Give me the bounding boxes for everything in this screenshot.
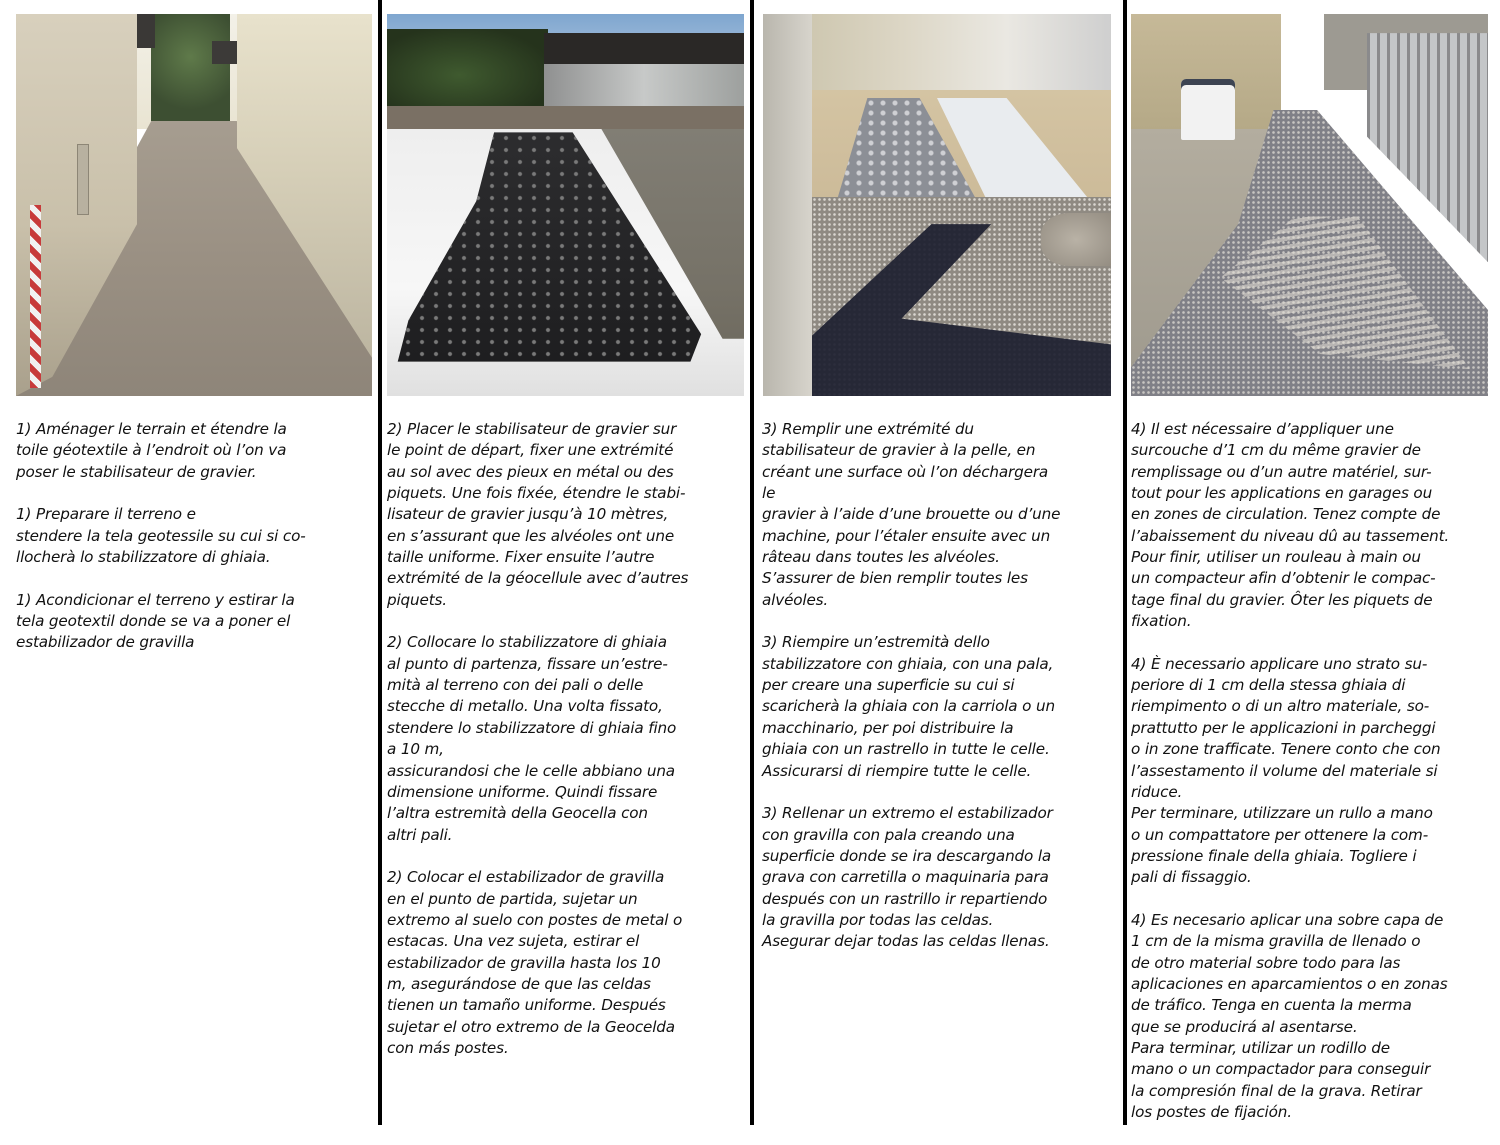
step-2-italian: 2) Collocare lo stabilizzatore di ghiaia al punto di partenza, fissare un’estre- mità al terreno con dei pali o delle stecche di metallo. Una volta fissato, stendere lo stabilizzatore di ghiaia fino a 10 m, assicurandosi che le celle abbiano una dimensione uniforme. Quindi fissare l’altra estremità della Geocella con altri pali. bbox=[387, 633, 677, 844]
step-1-italian: 1) Preparare il terreno e stendere la tela geotessile su cui si co- llocherà lo stabilizzatore di ghiaia. bbox=[16, 505, 306, 567]
step-3-french: 3) Remplir une extrémité du stabilisateur de gravier à la pelle, en créant une surface où l’on déchargera le gravier à l’aide d’une brouette ou d’une machine, pour l’étaler ensuite avec un râteau dans toutes les alvéoles. S’assurer de bien remplir toutes les alvéoles. bbox=[762, 420, 1061, 609]
geocell-on-fabric-photo bbox=[387, 14, 744, 396]
gravel-filling-photo bbox=[763, 14, 1111, 396]
column-divider-1 bbox=[378, 0, 382, 1125]
step-3-italian: 3) Riempire un’estremità dello stabilizzatore con ghiaia, con una pala, per creare una superficie su cui si scaricherà la ghiaia con la carriola o un macchinario, per poi distribuire la ghiaia con un rastrello in tutte le celle. Assicurarsi di riempire tutte le celle. bbox=[762, 633, 1055, 780]
dirt-alley-photo bbox=[16, 14, 372, 396]
finished-gravel-path-photo bbox=[1131, 14, 1488, 396]
column-divider-3 bbox=[1123, 0, 1127, 1125]
step-2-text bbox=[387, 419, 747, 1081]
step-1-text bbox=[16, 419, 372, 675]
step-3-text bbox=[762, 419, 1122, 974]
step-2-spanish: 2) Colocar el estabilizador de gravilla en el punto de partida, sujetar un extremo al suelo con postes de metal o estacas. Una vez sujeta, estirar el estabilizador de gravilla hasta los 10 m, asegurándose de que las celdas tienen un tamaño uniforme. Después sujetar el otro extremo de la Geocelda con más postes. bbox=[387, 868, 683, 1057]
step-4-french: 4) Il est nécessaire d’appliquer une surcouche d’1 cm du même gravier de remplissage ou d’un autre matériel, sur- tout pour les applications en garages ou en zones de circulation. Tenez compte de l’abaissement du niveau dû au tassement. Pour finir, utiliser un rouleau à main ou un compacteur afin d’obtenir le compac- tage final du gravier. Ôter les piquets de fixation. bbox=[1131, 420, 1450, 631]
step-4-italian: 4) È necessario applicare uno strato su- periore di 1 cm della stessa ghiaia di riempimento o di un altro materiale, so- prattutto per le applicazioni in parcheggi o in zone trafficate. Tenere conto che con l’assestamento il volume del materiale si riduce. Per terminare, utilizzare un rullo a mano o un compattatore per ottenere la com- pressione finale della ghiaia. Togliere i pali di fissaggio. bbox=[1131, 654, 1441, 887]
step-4-text bbox=[1131, 419, 1495, 1145]
step-1-french: 1) Aménager le terrain et étendre la toile géotextile à l’endroit où l’on va poser le stabilisateur de gravier. bbox=[16, 420, 287, 481]
step-3-spanish: 3) Rellenar un extremo el estabilizador con gravilla con pala creando una superficie donde se ira descargando la grava con carretilla o maquinaria para después con un rastrillo ir repartiendo la gravilla por todas las celdas. Asegurar dejar todas las celdas llenas. bbox=[762, 804, 1053, 951]
step-1-spanish: 1) Acondicionar el terreno y estirar la tela geotextil donde se va a poner el estabilizador de gravilla bbox=[16, 590, 295, 652]
step-4-spanish: 4) Es necesario aplicar una sobre capa de 1 cm de la misma gravilla de llenado o de otro material sobre todo para las aplicaciones en aparcamientos o en zonas de tráfico. Tenga en cuenta la merma que se producirá al asentarse. Para terminar, utilizar un rodillo de mano o un compactador para conseguir la compresión final de la grava. Retirar los postes de fijación. bbox=[1131, 910, 1448, 1121]
step-2-french: 2) Placer le stabilisateur de gravier sur le point de départ, fixer une extrémité au sol avec des pieux en métal ou des piquets. Une fois fixée, étendre le stabi- lisateur de gravier jusqu’à 10 mètres, en s’assurant que les alvéoles ont une taille uniforme. Fixer ensuite l’autre extrémité de la géocellule avec d’autres piquets. bbox=[387, 420, 689, 609]
column-divider-2 bbox=[750, 0, 754, 1125]
